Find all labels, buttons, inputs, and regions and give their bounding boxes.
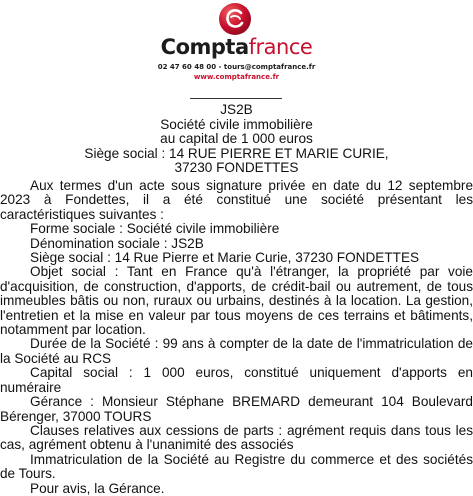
paragraph-immatriculation: Immatriculation de la Société au Registre du commerce et des sociétés de Tours. [0,451,473,482]
paragraph-denomination: Dénomination sociale : JS2B [30,235,204,251]
company-seat-line2: 37230 FONDETTES [174,160,299,176]
comptafrance-logo-icon [218,2,252,36]
brand-part-2: france [248,35,313,59]
paragraph-forme: Forme sociale : Société civile immobilière [30,221,280,237]
company-name: JS2B [220,102,253,117]
paragraph-gerance: Gérance : Monsieur Stéphane BREMARD demeurant 104 Boulevard Bérenger, 37000 TOURS [0,394,473,424]
paragraph-clauses: Clauses relatives aux cessions de parts : agrément requis dans tous les cas, agrément obtenu à l'unanimité des associés [0,422,473,453]
website-link[interactable]: www.comptafrance.fr [193,73,280,81]
company-block [0,103,473,176]
company-capital: au capital de 1 000 euros [160,131,313,147]
notice-body [0,179,473,496]
company-seat-line1: Siège social : 14 RUE PIERRE ET MARIE CURIE, [84,145,389,161]
brand-name [0,34,473,60]
paragraph-objet: Objet social : Tant en France qu'à l'étranger, la propriété par voie d'acquisition, de construction, d'apports, de crédit-bail ou autrement, de tous immeubles bâtis ou non, ruraux ou urbains, destinés à la location. La gestion, l'entretien et la mise en valeur par tous moyens de ces terrains et bâtiments, notamment par location. [0,264,473,338]
paragraph-capital: Capital social : 1 000 euros, constitué uniquement d'apports en numéraire [0,365,473,395]
company-form: Société civile immobilière [160,116,313,132]
divider [190,98,282,99]
paragraph-duree: Durée de la Société : 99 ans à compter de la date de l'immatriculation de la Société au RCS [0,336,473,366]
paragraph-intro: Aux termes d'un acte sous signature privée en date du 12 septembre 2023 à Fondettes, il a été constitué une société présentant les caractéristiques suivantes : [0,178,473,222]
paragraph-pour-avis: Pour avis, la Gérance. [30,480,165,496]
contact-line: 02 47 60 48 00 - tours@comptafrance.fr [157,63,316,71]
brand-part-1: Compta [160,35,249,59]
paragraph-siege: Siège social : 14 Rue Pierre et Marie Curie, 37230 FONDETTES [30,250,420,266]
